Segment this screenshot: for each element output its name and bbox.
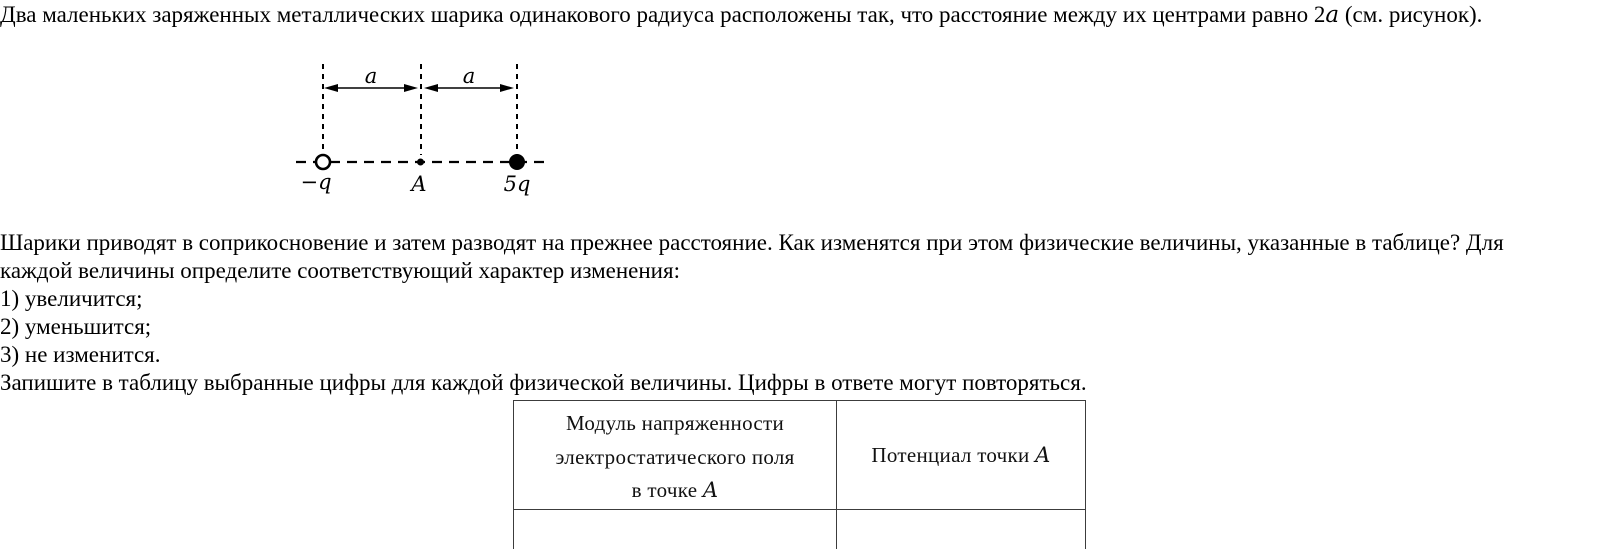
option-decrease: 2) уменьшится; [0,314,152,339]
answer-cell-potential[interactable] [837,510,1085,549]
charges-diagram [280,55,560,203]
option-no-change: 3) не изменится. [0,342,161,367]
point-a-label: A [411,172,427,196]
arrowhead-icon [404,84,418,92]
header-cell-field-modulus [514,401,837,509]
point-a-dot [417,159,424,166]
distance-label-right: a [462,64,476,88]
right-ball-label: 5q [503,172,531,196]
header-line: электростатического поля [555,444,795,469]
problem-intro-line [0,1,1482,29]
intro-text-before: Два маленьких заряженных металлических шарика одинакового радиуса расположены так, что расстояние между их центрами равно 2 [0,2,1326,27]
question-line-1: Шарики приводят в соприкосновение и затем разводят на прежнее расстояние. Как изменятся при этом физические величины, указанные в таблице? Для [0,230,1504,255]
header-cell-potential [837,401,1085,509]
table-header-row [514,401,1085,510]
closing-instruction-line: Запишите в таблицу выбранные цифры для каждой физической величины. Цифры в ответе могут повторяться. [0,370,1087,395]
intro-math-a: a [1325,2,1340,28]
question-block [0,229,1504,397]
right-ball-positive-charge [509,154,525,170]
header-line: в точке A [631,478,719,502]
potential-header-text: Потенциал точки A [871,442,1051,467]
intro-text-after: (см. рисунок). [1339,2,1483,27]
arrowhead-icon [324,84,338,92]
header-line: Модуль напряженности [565,411,785,435]
left-ball-negative-charge [316,155,330,169]
question-line-2: каждой величины определите соответствующий характер изменения: [0,258,680,283]
left-ball-label: −q [300,170,332,194]
math-point-a: A [1035,442,1051,467]
arrowhead-icon [424,84,438,92]
answer-cell-field-modulus[interactable] [514,510,837,549]
field-modulus-header-text [514,401,836,508]
table-answer-row [514,510,1085,549]
answer-table [513,400,1086,549]
arrowhead-icon [500,84,514,92]
option-increase: 1) увеличится; [0,286,143,311]
math-point-a: A [702,478,719,502]
distance-label-left: a [364,64,378,88]
